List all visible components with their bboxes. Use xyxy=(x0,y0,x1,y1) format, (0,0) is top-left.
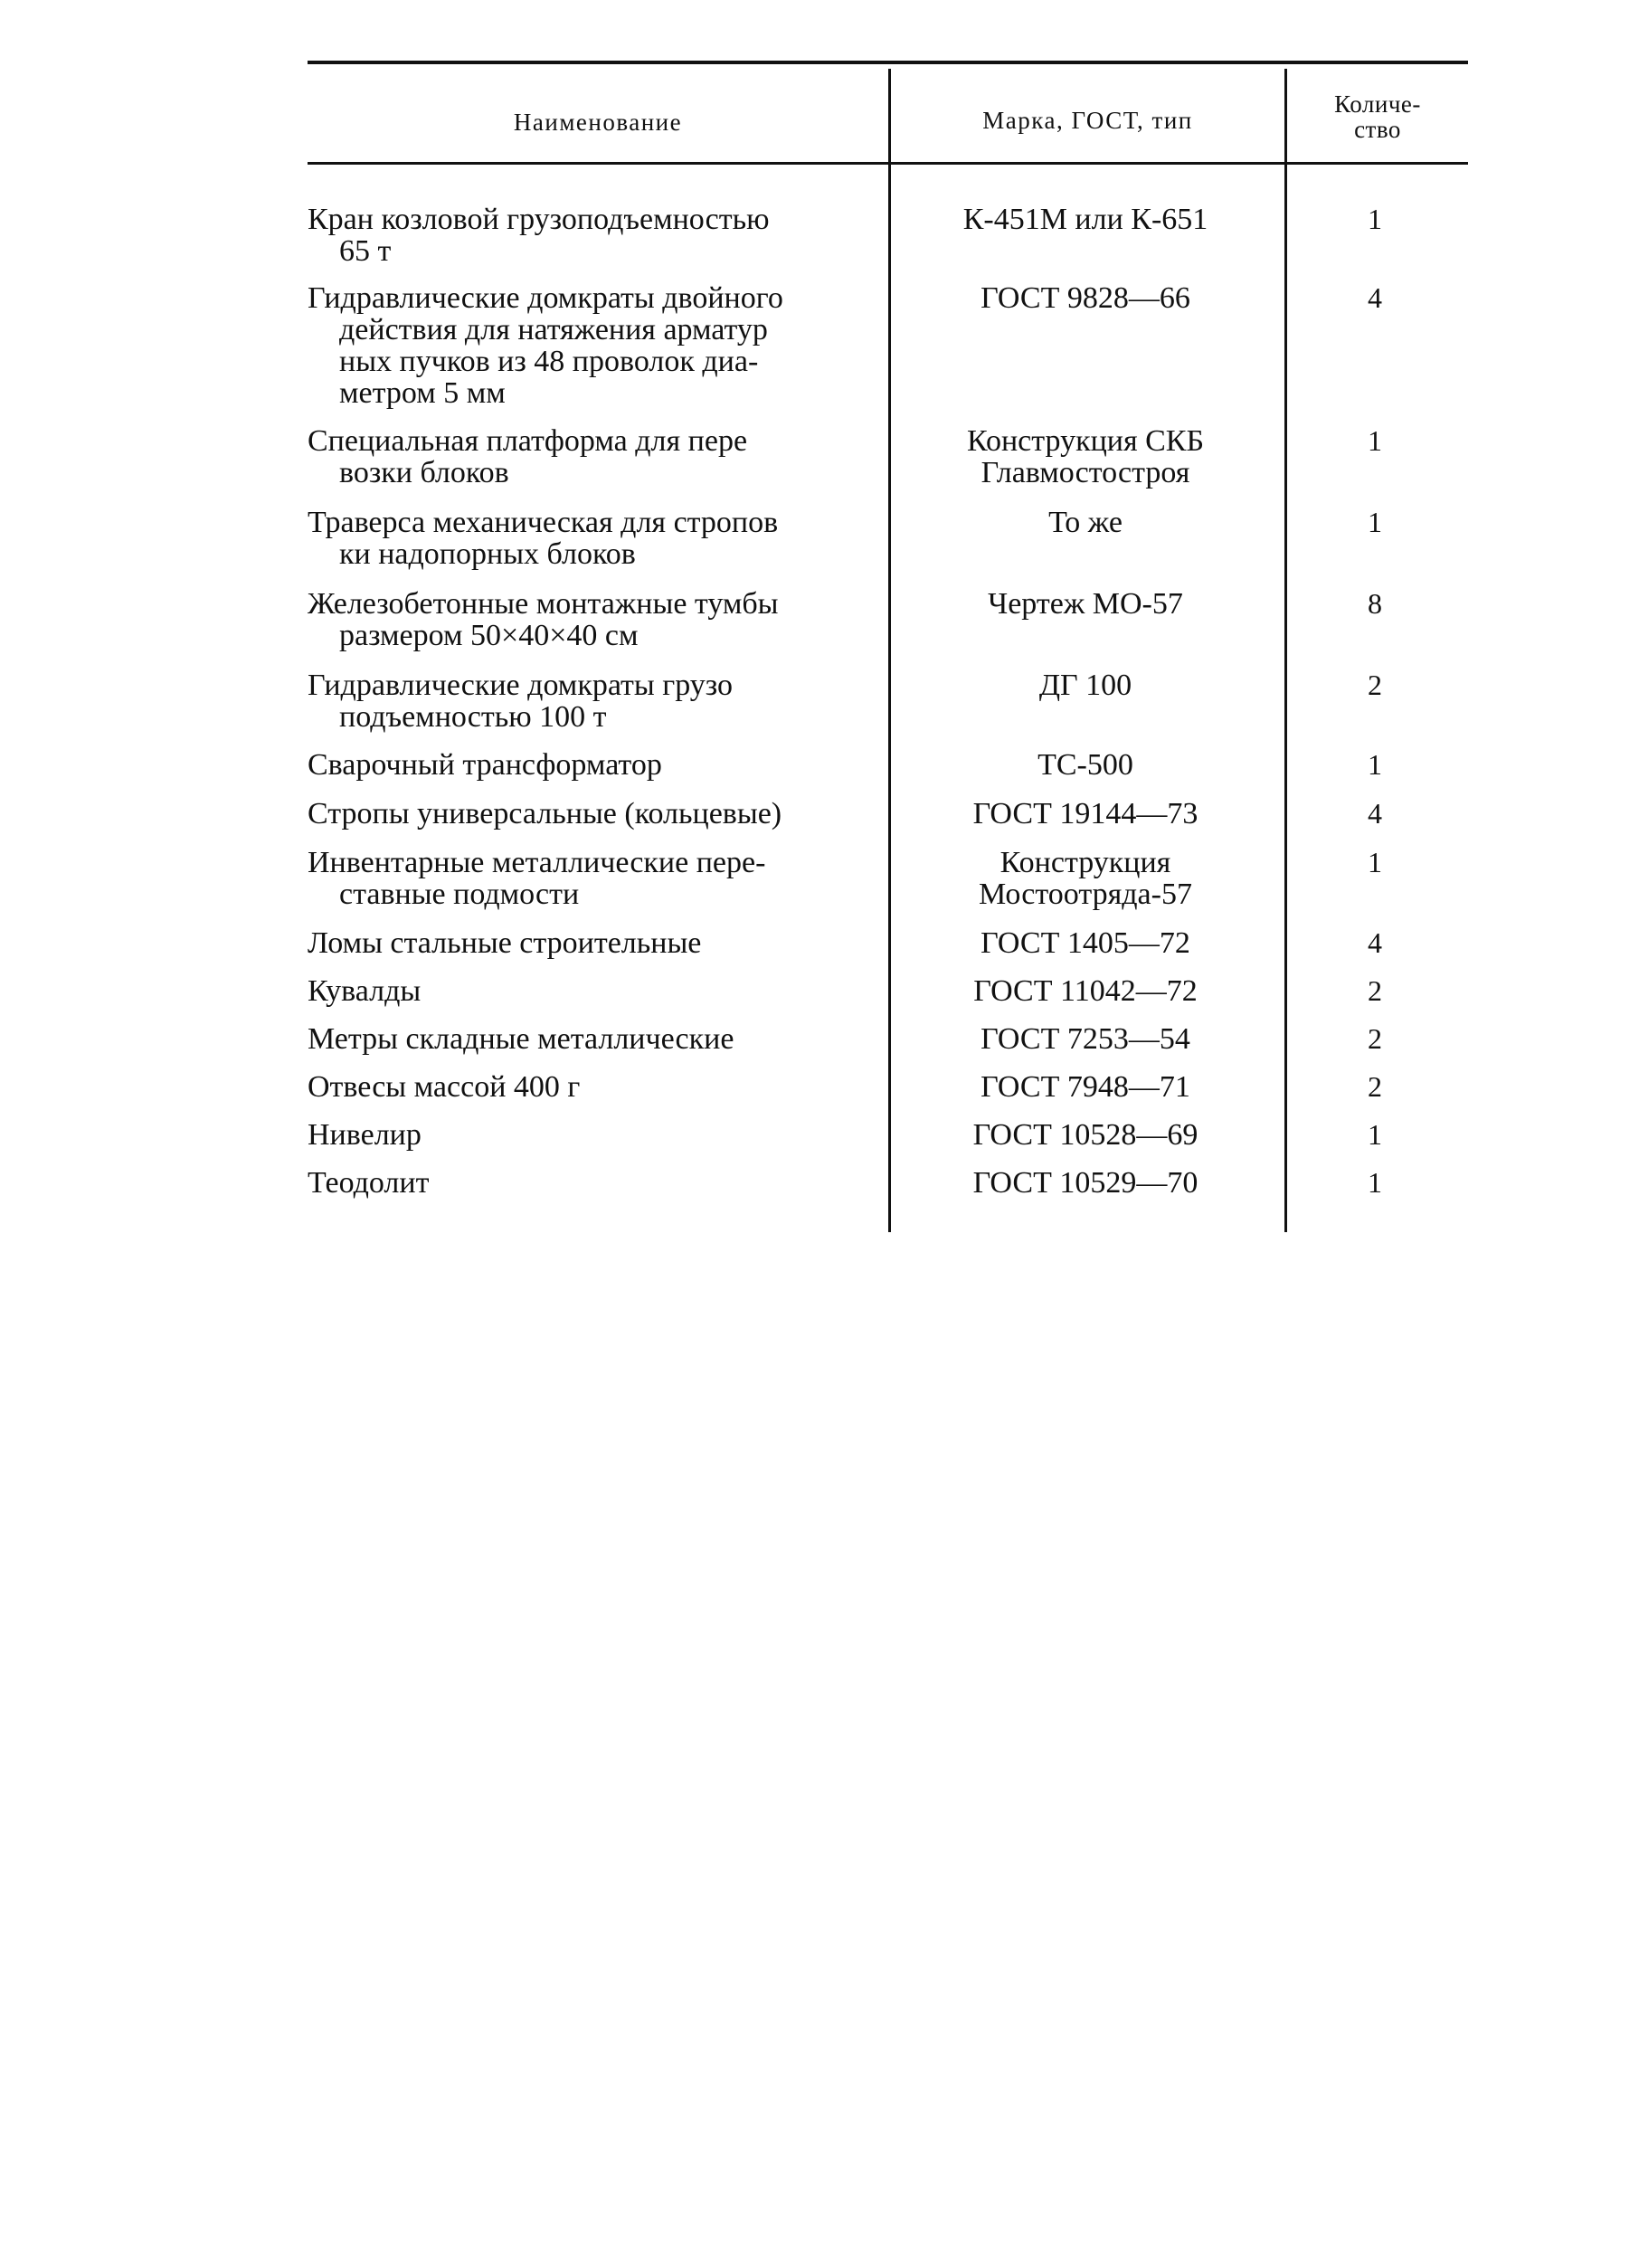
item-quantity: 2 xyxy=(1368,974,1382,1007)
item-name-line: Гидравлические домкраты грузо xyxy=(308,669,733,702)
item-mark-line: Конструкция xyxy=(1000,846,1171,879)
item-name-line: Траверса механическая для стропов xyxy=(308,506,779,539)
item-mark-line: ДГ 100 xyxy=(1038,669,1132,702)
item-mark xyxy=(891,204,1280,235)
item-quantity: 2 xyxy=(1368,1070,1382,1103)
item-name xyxy=(308,588,864,651)
item-mark-line: ТС-500 xyxy=(1037,748,1133,782)
item-mark xyxy=(891,975,1280,1007)
item-mark-line: ГОСТ 10529—70 xyxy=(972,1166,1198,1200)
item-mark xyxy=(891,798,1280,830)
item-name-line: размером 50×40×40 см xyxy=(339,619,639,652)
item-name-line: ки надопорных блоков xyxy=(339,537,636,571)
item-quantity: 4 xyxy=(1368,926,1382,959)
item-quantity: 8 xyxy=(1368,587,1382,620)
item-mark-line: ГОСТ 11042—72 xyxy=(973,974,1198,1008)
item-mark xyxy=(891,749,1280,781)
header-mark: Марка, ГОСТ, тип xyxy=(982,107,1193,134)
item-mark xyxy=(891,507,1280,538)
item-quantity: 2 xyxy=(1368,1022,1382,1055)
item-mark-line: К-451М или К-651 xyxy=(962,203,1208,236)
item-mark xyxy=(891,1023,1280,1055)
item-name-line: Кран козловой грузоподъемностью xyxy=(308,203,770,236)
item-mark xyxy=(891,847,1280,910)
item-mark xyxy=(891,1119,1280,1151)
item-name xyxy=(308,669,864,733)
header-name: Наименование xyxy=(513,109,683,136)
item-mark xyxy=(891,282,1280,314)
table-top-rule xyxy=(308,61,1468,64)
item-quantity: 2 xyxy=(1368,669,1382,701)
item-mark-line: ГОСТ 1405—72 xyxy=(981,926,1190,960)
item-name-line: действия для натяжения арматур xyxy=(339,313,768,346)
item-mark-line: ГОСТ 7948—71 xyxy=(981,1070,1190,1104)
item-quantity: 1 xyxy=(1368,424,1382,457)
item-name xyxy=(308,927,864,959)
item-quantity: 4 xyxy=(1368,281,1382,314)
item-name xyxy=(308,1167,864,1199)
item-mark-line: ГОСТ 10528—69 xyxy=(972,1118,1198,1152)
item-mark xyxy=(891,669,1280,701)
item-mark-line: Мостоотряда-57 xyxy=(979,878,1192,911)
item-name xyxy=(308,507,864,570)
item-quantity: 4 xyxy=(1368,797,1382,830)
column-divider-1 xyxy=(888,69,891,1232)
item-quantity: 1 xyxy=(1368,1118,1382,1151)
item-mark-line: ГОСТ 19144—73 xyxy=(972,797,1198,830)
item-name-line: Ломы стальные строительные xyxy=(308,926,702,960)
item-mark xyxy=(891,425,1280,489)
item-mark xyxy=(891,1071,1280,1103)
item-quantity: 1 xyxy=(1368,1166,1382,1199)
item-name-line: Инвентарные металлические пере- xyxy=(308,846,766,879)
item-name-line: Сварочный трансформатор xyxy=(308,748,662,782)
item-mark-line: То же xyxy=(1048,506,1123,539)
item-name-line: Кувалды xyxy=(308,974,422,1008)
item-name-line: Железобетонные монтажные тумбы xyxy=(308,587,779,621)
item-name xyxy=(308,749,864,781)
item-name-line: Стропы универсальные (кольцевые) xyxy=(308,797,782,830)
item-name xyxy=(308,798,864,830)
item-name-line: Специальная платформа для пере xyxy=(308,424,748,458)
item-name-line: Метры складные металлические xyxy=(308,1022,734,1056)
item-name xyxy=(308,847,864,910)
item-name-line: метром 5 мм xyxy=(339,376,506,410)
item-name-line: подъемностью 100 т xyxy=(339,700,607,734)
item-name-line: возки блоков xyxy=(339,456,509,489)
item-name xyxy=(308,1071,864,1103)
column-divider-2 xyxy=(1284,69,1287,1232)
item-name-line: 65 т xyxy=(339,234,392,268)
item-name xyxy=(308,975,864,1007)
item-quantity: 1 xyxy=(1368,846,1382,878)
item-name xyxy=(308,425,864,489)
item-mark xyxy=(891,588,1280,620)
item-quantity: 1 xyxy=(1368,748,1382,781)
item-name xyxy=(308,282,864,409)
item-mark-line: ГОСТ 7253—54 xyxy=(981,1022,1190,1056)
item-name-line: ных пучков из 48 проволок диа- xyxy=(339,345,759,378)
item-name-line: Гидравлические домкраты двойного xyxy=(308,281,783,315)
item-mark-line: ГОСТ 9828—66 xyxy=(981,281,1190,315)
item-name-line: ставные подмости xyxy=(339,878,580,911)
item-mark xyxy=(891,927,1280,959)
item-name xyxy=(308,1119,864,1151)
header-qty-line2: ство xyxy=(1354,116,1401,143)
item-name xyxy=(308,1023,864,1055)
item-name xyxy=(308,204,864,267)
item-mark-line: Конструкция СКБ xyxy=(966,424,1205,458)
item-mark-line: Чертеж МО-57 xyxy=(988,587,1183,621)
item-quantity: 1 xyxy=(1368,203,1382,235)
item-name-line: Теодолит xyxy=(308,1166,430,1200)
item-name-line: Отвесы массой 400 г xyxy=(308,1070,581,1104)
item-name-line: Нивелир xyxy=(308,1118,422,1152)
header-qty-line1: Количе- xyxy=(1334,90,1421,118)
item-mark-line: Главмостостроя xyxy=(981,456,1190,489)
item-mark xyxy=(891,1167,1280,1199)
item-quantity: 1 xyxy=(1368,506,1382,538)
